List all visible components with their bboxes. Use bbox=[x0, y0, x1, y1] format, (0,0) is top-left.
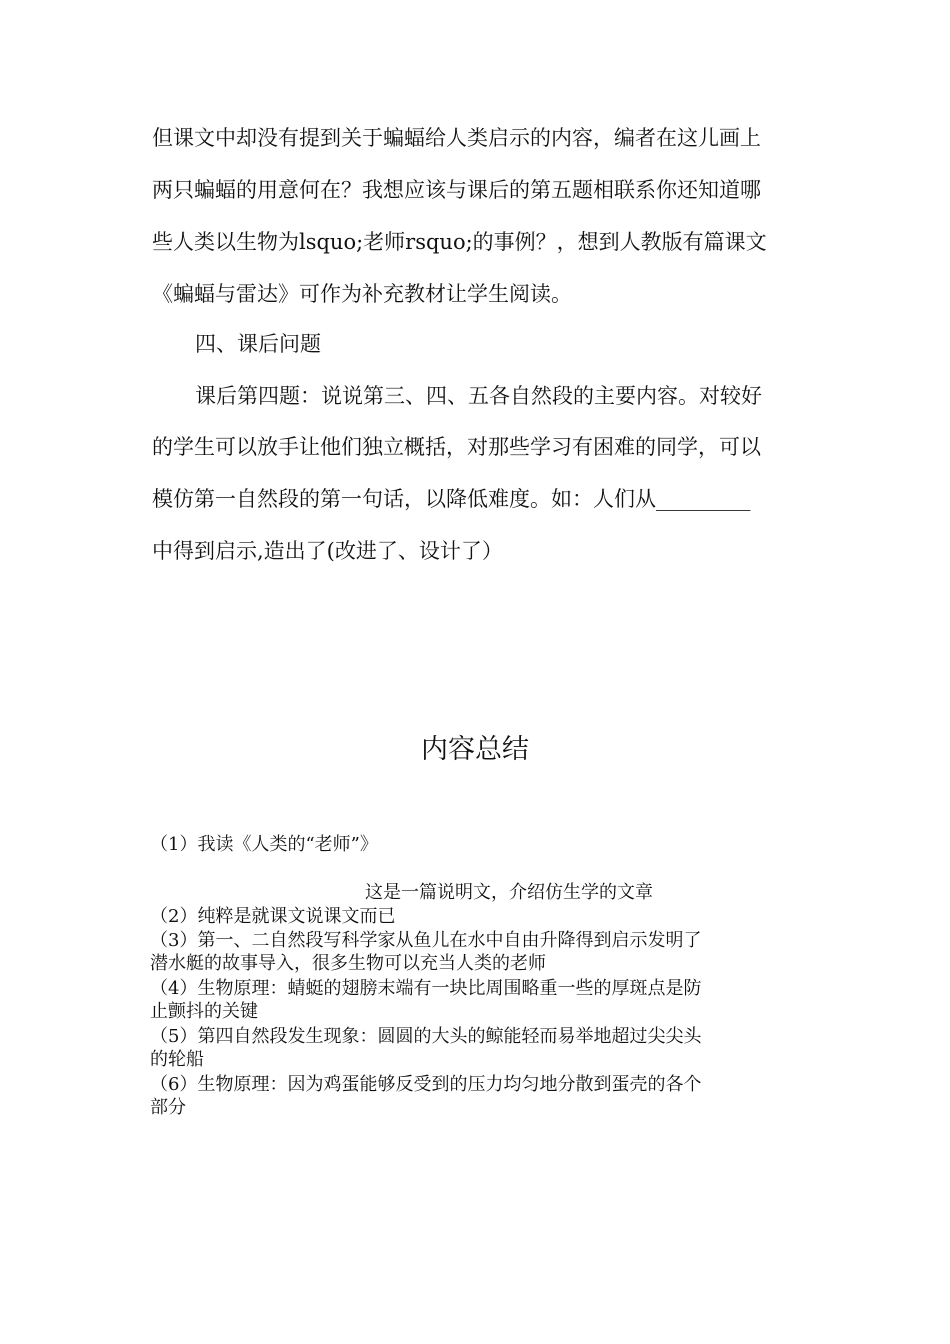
summary-item: （2）纯粹是就课文说课文而已 bbox=[150, 906, 396, 927]
summary-item: （1）我读《人类的“老师”》 bbox=[150, 834, 378, 855]
summary-subtitle: 这是一篇说明文，介绍仿生学的文章 bbox=[365, 882, 653, 903]
summary-item-continuation: 潜水艇的故事导入，很多生物可以充当人类的老师 bbox=[150, 953, 546, 974]
paragraph-line: 的学生可以放手让他们独立概括，对那些学习有困难的同学，可以 bbox=[152, 435, 761, 459]
summary-title: 内容总结 bbox=[421, 734, 529, 765]
summary-item: （3）第一、二自然段写科学家从鱼儿在水中自由升降得到启示发明了 bbox=[150, 930, 702, 951]
summary-item: （4）生物原理：蜻蜓的翅膀末端有一块比周围略重一些的厚斑点是防 bbox=[150, 978, 702, 999]
section-heading: 四、课后问题 bbox=[195, 332, 321, 356]
summary-item-continuation: 部分 bbox=[150, 1097, 186, 1118]
paragraph-line: 课后第四题：说说第三、四、五各自然段的主要内容。对较好 bbox=[195, 384, 762, 408]
summary-item: （6）生物原理：因为鸡蛋能够反受到的压力均匀地分散到蛋壳的各个 bbox=[150, 1074, 702, 1095]
paragraph-line: 《蝙蝠与雷达》可作为补充教材让学生阅读。 bbox=[152, 282, 572, 306]
paragraph-line: 模仿第一自然段的第一句话，以降低难度。如：人们从_________ bbox=[152, 487, 751, 511]
summary-item-continuation: 的轮船 bbox=[150, 1049, 204, 1070]
paragraph-line: 中得到启示,造出了(改进了、设计了） bbox=[152, 539, 503, 563]
paragraph-line: 两只蝙蝠的用意何在？我想应该与课后的第五题相联系你还知道哪 bbox=[152, 178, 761, 202]
paragraph-line: 些人类以生物为lsquo;老师rsquo;的事例？，想到人教版有篇课文 bbox=[152, 230, 767, 254]
summary-item: （5）第四自然段发生现象：圆圆的大头的鲸能轻而易举地超过尖尖头 bbox=[150, 1026, 702, 1047]
paragraph-line: 但课文中却没有提到关于蝙蝠给人类启示的内容，编者在这儿画上 bbox=[152, 126, 761, 150]
summary-item-continuation: 止颤抖的关键 bbox=[150, 1001, 258, 1022]
